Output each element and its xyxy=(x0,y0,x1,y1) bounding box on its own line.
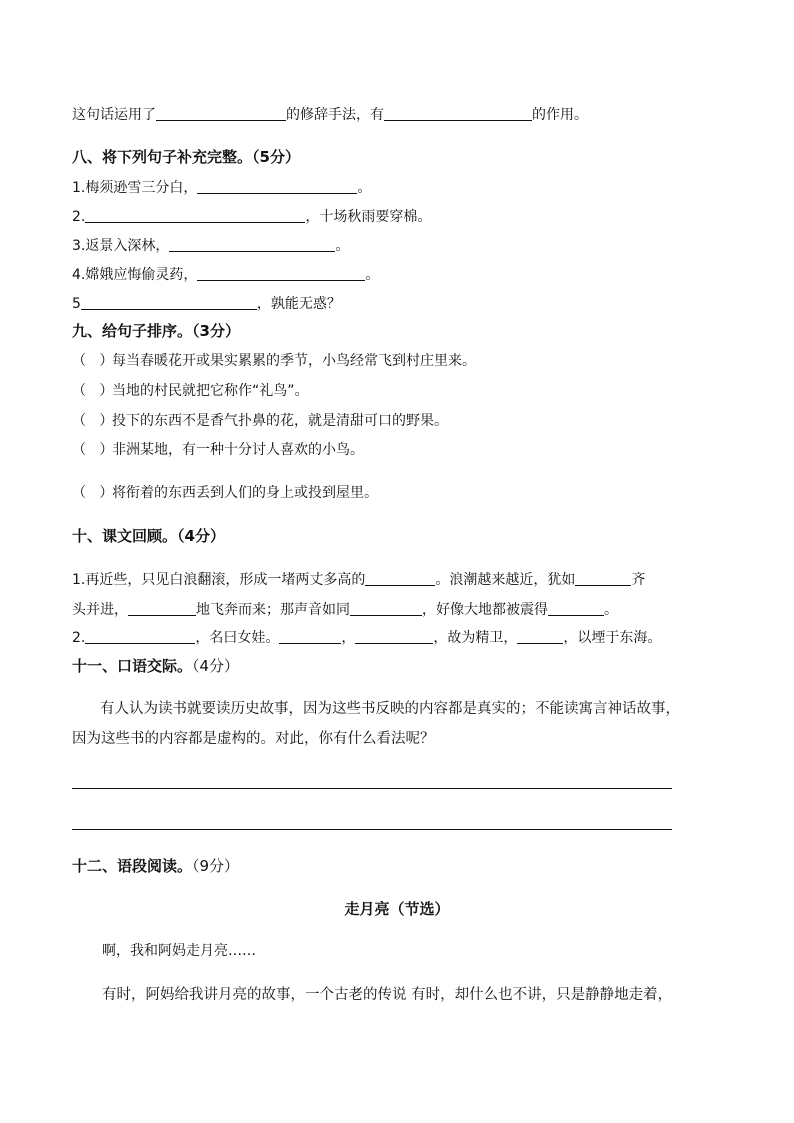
q10-title: 十、课文回顾。 xyxy=(72,527,178,545)
q8-item-2-blank[interactable] xyxy=(85,206,305,223)
paren-open: （ xyxy=(72,442,86,458)
q10-l3-blank-4[interactable] xyxy=(517,627,563,644)
q10-l2-a: 头并进， xyxy=(72,602,128,618)
q9-item-2 xyxy=(72,381,309,401)
q8-item-5-blank[interactable] xyxy=(81,293,257,310)
q8-title: 八、将下列句子补充完整。 xyxy=(72,148,253,166)
q8-item-3-after: 。 xyxy=(335,238,350,254)
paren-open: （ xyxy=(72,353,86,369)
q9-item-4-paren[interactable] xyxy=(72,440,112,460)
q7-text-3: 的作用。 xyxy=(532,107,588,123)
q10-l1-blank-1[interactable] xyxy=(365,569,435,586)
q10-l1-a: 1.再近些，只见白浪翻滚，形成一堵两丈多高的 xyxy=(72,572,366,588)
q10-l2-blank-1[interactable] xyxy=(128,599,196,616)
q8-item-4-before: 4.嫦娥应悔偷灵药， xyxy=(72,267,198,283)
q9-item-2-text: 当地的村民就把它称作“礼鸟”。 xyxy=(112,383,309,399)
q9-item-5-text: 将衔着的东西丢到人们的身上或投到屋里。 xyxy=(112,485,378,501)
q10-l2-b: 地飞奔而来；那声音如同 xyxy=(196,602,350,618)
q12-points: （9分） xyxy=(192,857,240,875)
q7-text-1: 这句话运用了 xyxy=(72,107,156,123)
q11-prompt-1: 有人认为读书就要读历史故事，因为这些书反映的内容都是真实的；不能读寓言神话故事， xyxy=(100,701,680,717)
q8-item-1-after: 。 xyxy=(357,180,372,196)
q8-item-2-before: 2. xyxy=(72,209,86,225)
paren-close: ） xyxy=(99,485,114,501)
q11-prompt-line-2 xyxy=(72,729,435,749)
passage-title: 走月亮（节选） xyxy=(344,900,450,918)
q8-item-5 xyxy=(72,293,341,314)
passage-para-1-text: 啊，我和阿妈走月亮…… xyxy=(102,943,256,959)
q12-title: 十二、语段阅读。 xyxy=(72,857,193,875)
q10-l3-a: 2. xyxy=(72,630,86,646)
q8-item-4 xyxy=(72,264,379,285)
paren-close: ） xyxy=(99,353,114,369)
passage-para-1 xyxy=(102,941,256,961)
q10-l1-b: 。浪潮越来越近，犹如 xyxy=(435,572,576,588)
q10-l2-blank-2[interactable] xyxy=(350,599,422,616)
q11-points: （4分） xyxy=(192,657,240,675)
q7-blank-1[interactable] xyxy=(156,104,286,121)
paren-open: （ xyxy=(72,485,86,501)
q9-title: 九、给句子排序。 xyxy=(72,322,193,340)
q8-item-1 xyxy=(72,177,371,198)
q9-item-1 xyxy=(72,351,476,371)
q10-l2-d: 。 xyxy=(604,602,618,618)
q9-item-3-text: 投下的东西不是香气扑鼻的花，就是清甜可口的野果。 xyxy=(112,413,448,429)
q7-text-2: 的修辞手法，有 xyxy=(286,107,384,123)
q10-l3-blank-1[interactable] xyxy=(85,627,195,644)
q10-l2-c: ，好像大地都被震得 xyxy=(422,602,548,618)
q10-l1-blank-2[interactable] xyxy=(575,569,631,586)
q11-answer-line-1[interactable] xyxy=(72,788,672,789)
q10-line-3 xyxy=(72,627,661,648)
q10-points: （4分） xyxy=(177,527,225,545)
q9-item-5-paren[interactable] xyxy=(72,483,112,503)
q9-item-1-text: 每当春暖花开或果实累累的季节，小鸟经常飞到村庄里来。 xyxy=(112,353,476,369)
q10-l2-blank-3[interactable] xyxy=(548,599,604,616)
q9-item-4 xyxy=(72,440,364,460)
q9-item-4-text: 非洲某地，有一种十分讨人喜欢的小鸟。 xyxy=(112,442,364,458)
passage-para-2-text: 有时，阿妈给我讲月亮的故事，一个古老的传说 有时，却什么也不讲，只是静静地走着， xyxy=(102,987,673,1003)
q9-item-2-paren[interactable] xyxy=(72,381,112,401)
q8-item-5-before: 5 xyxy=(72,296,81,312)
q8-points: （5分） xyxy=(252,148,300,166)
q8-item-2 xyxy=(72,206,431,227)
q11-prompt-2: 因为这些书的内容都是虚构的。对此，你有什么看法呢？ xyxy=(72,731,435,747)
q11-title: 十一、口语交际。 xyxy=(72,657,193,675)
q9-heading xyxy=(72,321,240,341)
q9-item-3-paren[interactable] xyxy=(72,411,112,431)
q8-item-4-after: 。 xyxy=(365,267,380,283)
paren-close: ） xyxy=(99,413,114,429)
q8-item-3-before: 3.返景入深林， xyxy=(72,238,170,254)
paren-open: （ xyxy=(72,383,86,399)
q9-points: （3分） xyxy=(192,322,240,340)
q10-heading xyxy=(72,526,225,546)
q10-l3-d: ，故为精卫， xyxy=(433,630,518,646)
q8-item-2-after: ，十场秋雨要穿棉。 xyxy=(305,209,432,225)
q10-line-1 xyxy=(72,569,645,590)
paren-close: ） xyxy=(99,442,114,458)
q7-blank-2[interactable] xyxy=(384,104,532,121)
paren-close: ） xyxy=(99,383,114,399)
q10-l1-c: 齐 xyxy=(631,572,646,588)
q10-l3-blank-2[interactable] xyxy=(279,627,341,644)
q11-answer-line-2[interactable] xyxy=(72,829,672,830)
q11-heading xyxy=(72,656,239,676)
q11-prompt-line-1 xyxy=(100,699,680,719)
q8-item-4-blank[interactable] xyxy=(197,264,365,281)
q9-item-5 xyxy=(72,483,378,503)
q12-heading xyxy=(72,856,239,876)
q8-item-3 xyxy=(72,235,349,256)
paren-open: （ xyxy=(72,413,86,429)
q8-heading xyxy=(72,147,300,167)
q9-item-1-paren[interactable] xyxy=(72,351,112,371)
q8-item-5-after: ，孰能无惑？ xyxy=(256,296,341,312)
q8-item-1-before: 1.梅须逊雪三分白， xyxy=(72,180,198,196)
q8-item-3-blank[interactable] xyxy=(169,235,335,252)
q10-line-2 xyxy=(72,599,618,620)
q10-l3-e: ，以堙于东海。 xyxy=(563,630,662,646)
q7-tail-line xyxy=(72,104,588,125)
q8-item-1-blank[interactable] xyxy=(197,177,357,194)
q10-l3-b: ，名曰女娃。 xyxy=(195,630,280,646)
passage-para-2 xyxy=(102,985,672,1005)
q10-l3-c: ， xyxy=(341,630,356,646)
q10-l3-blank-3[interactable] xyxy=(355,627,433,644)
q9-item-3 xyxy=(72,411,448,431)
